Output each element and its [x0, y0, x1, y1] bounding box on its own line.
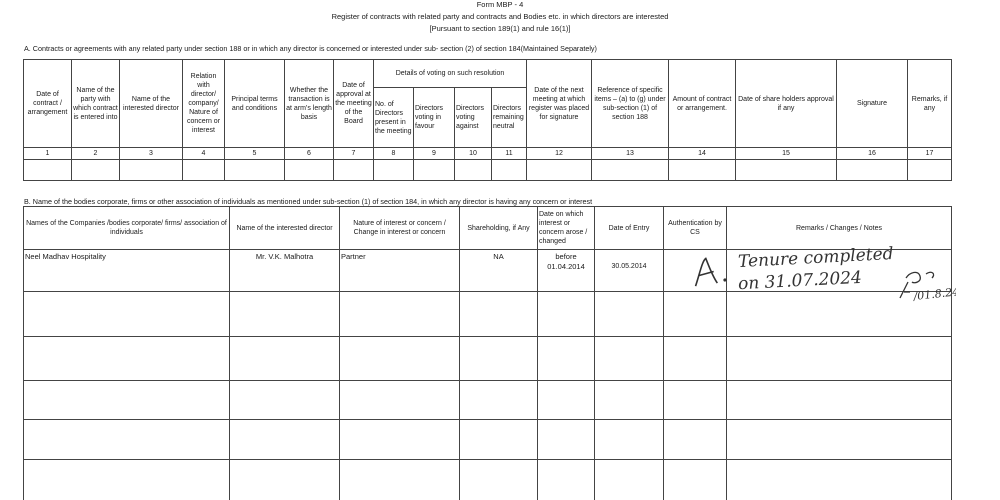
- col-header-company-names: Names of the Companies /bodies corporate/ firms/ association of individuals: [24, 207, 230, 250]
- col-header-signature: Signature: [837, 60, 908, 148]
- section-a-title: A. Contracts or agreements with any related party under section 188 or in which any director is concerned or interested under sub- section (2) of section 184(Maintained Separately): [24, 44, 597, 53]
- column-number: 15: [736, 148, 837, 160]
- svg-text:/01.8.24: /01.8.24: [912, 285, 956, 303]
- table-row: [24, 460, 952, 500]
- col-header-date-contract: Date of contract / arrangement: [24, 60, 72, 148]
- column-number: 16: [837, 148, 908, 160]
- remarks-initials: [896, 268, 956, 308]
- col-header-party-name: Name of the party with which contract is entered into: [72, 60, 120, 148]
- column-number: 7: [334, 148, 374, 160]
- col-header-interested-director: Name of the interested director: [120, 60, 183, 148]
- column-number: 2: [72, 148, 120, 160]
- column-number: 17: [908, 148, 952, 160]
- col-header-date-arose: Date on which interest or concern arose / changed: [538, 207, 595, 250]
- column-number: 13: [592, 148, 669, 160]
- col-header-relation: Relation with director/ company/ Nature of concern or interest: [183, 60, 225, 148]
- column-number: 4: [183, 148, 225, 160]
- col-header-voting-details: Details of voting on such resolution: [374, 60, 527, 88]
- company-name: Neel Madhav Hospitality: [24, 250, 230, 292]
- shareholding-value: NA: [460, 250, 538, 292]
- col-header-principal-terms: Principal terms and conditions: [225, 60, 285, 148]
- col-header-nature-interest: Nature of interest or concern / Change in interest or concern: [340, 207, 460, 250]
- col-header-date-approval: Date of approval at the meeting of the Board: [334, 60, 374, 148]
- col-header-reference-items: Reference of specific items – (a) to (g) under sub-section (1) of section 188: [592, 60, 669, 148]
- table-row: [24, 160, 952, 181]
- col-header-date-entry: Date of Entry: [595, 207, 664, 250]
- nature-of-interest: Partner: [340, 250, 460, 292]
- table-row: [24, 337, 952, 381]
- column-number: 1: [24, 148, 72, 160]
- date-arose-value: before 01.04.2014: [538, 250, 595, 292]
- col-header-remarks-notes: Remarks / Changes / Notes: [727, 207, 952, 250]
- column-number: 10: [455, 148, 492, 160]
- director-name: Mr. V.K. Malhotra: [230, 250, 340, 292]
- table-row: [24, 381, 952, 420]
- col-header-directors-present: No. of Directors present in the meeting: [374, 88, 414, 148]
- column-number-row: [24, 148, 952, 160]
- column-number: 9: [414, 148, 455, 160]
- section-b-title: B. Name of the bodies corporate, firms or other association of individuals as mentioned under sub-section (1) of section 184, in which any director is having any concern or interest: [24, 197, 593, 206]
- column-number: 11: [492, 148, 527, 160]
- remarks-handwritten-line1: Tenure completed: [737, 243, 895, 273]
- column-number: 6: [285, 148, 334, 160]
- remarks-handwritten-line2: on 31.07.2024: [737, 267, 863, 295]
- col-header-interested-director: Name of the interested director: [230, 207, 340, 250]
- column-number: 8: [374, 148, 414, 160]
- col-header-remaining-neutral: Directors remaining neutral: [492, 88, 527, 148]
- col-header-remarks: Remarks, if any: [908, 60, 952, 148]
- column-number: 12: [527, 148, 592, 160]
- table-row: [24, 292, 952, 337]
- cs-signature: [687, 251, 732, 296]
- col-header-shareholder-approval: Date of share holders approval if any: [736, 60, 837, 148]
- col-header-next-meeting: Date of the next meeting at which register was placed for signature: [527, 60, 592, 148]
- col-header-voting-against: Directors voting against: [455, 88, 492, 148]
- date-entry-value: 30.05.2014: [595, 250, 664, 292]
- col-header-shareholding: Shareholding, if Any: [460, 207, 538, 250]
- col-header-authentication: Authentication by CS: [664, 207, 727, 250]
- column-number: 3: [120, 148, 183, 160]
- column-number: 14: [669, 148, 736, 160]
- pursuant-note: [Pursuant to section 189(1) and rule 16(1)]: [429, 24, 571, 33]
- column-number: 5: [225, 148, 285, 160]
- col-header-voting-favour: Directors voting in favour: [414, 88, 455, 148]
- register-title: Register of contracts with related party and contracts and Bodies etc. in which directors are interested: [331, 12, 669, 21]
- contracts-table: [23, 59, 952, 181]
- col-header-amount: Amount of contract or arrangement.: [669, 60, 736, 148]
- table-row: [24, 420, 952, 460]
- col-header-arms-length: Whether the transaction is at arm's length basis: [285, 60, 334, 148]
- form-title: Form MBP - 4: [476, 0, 524, 9]
